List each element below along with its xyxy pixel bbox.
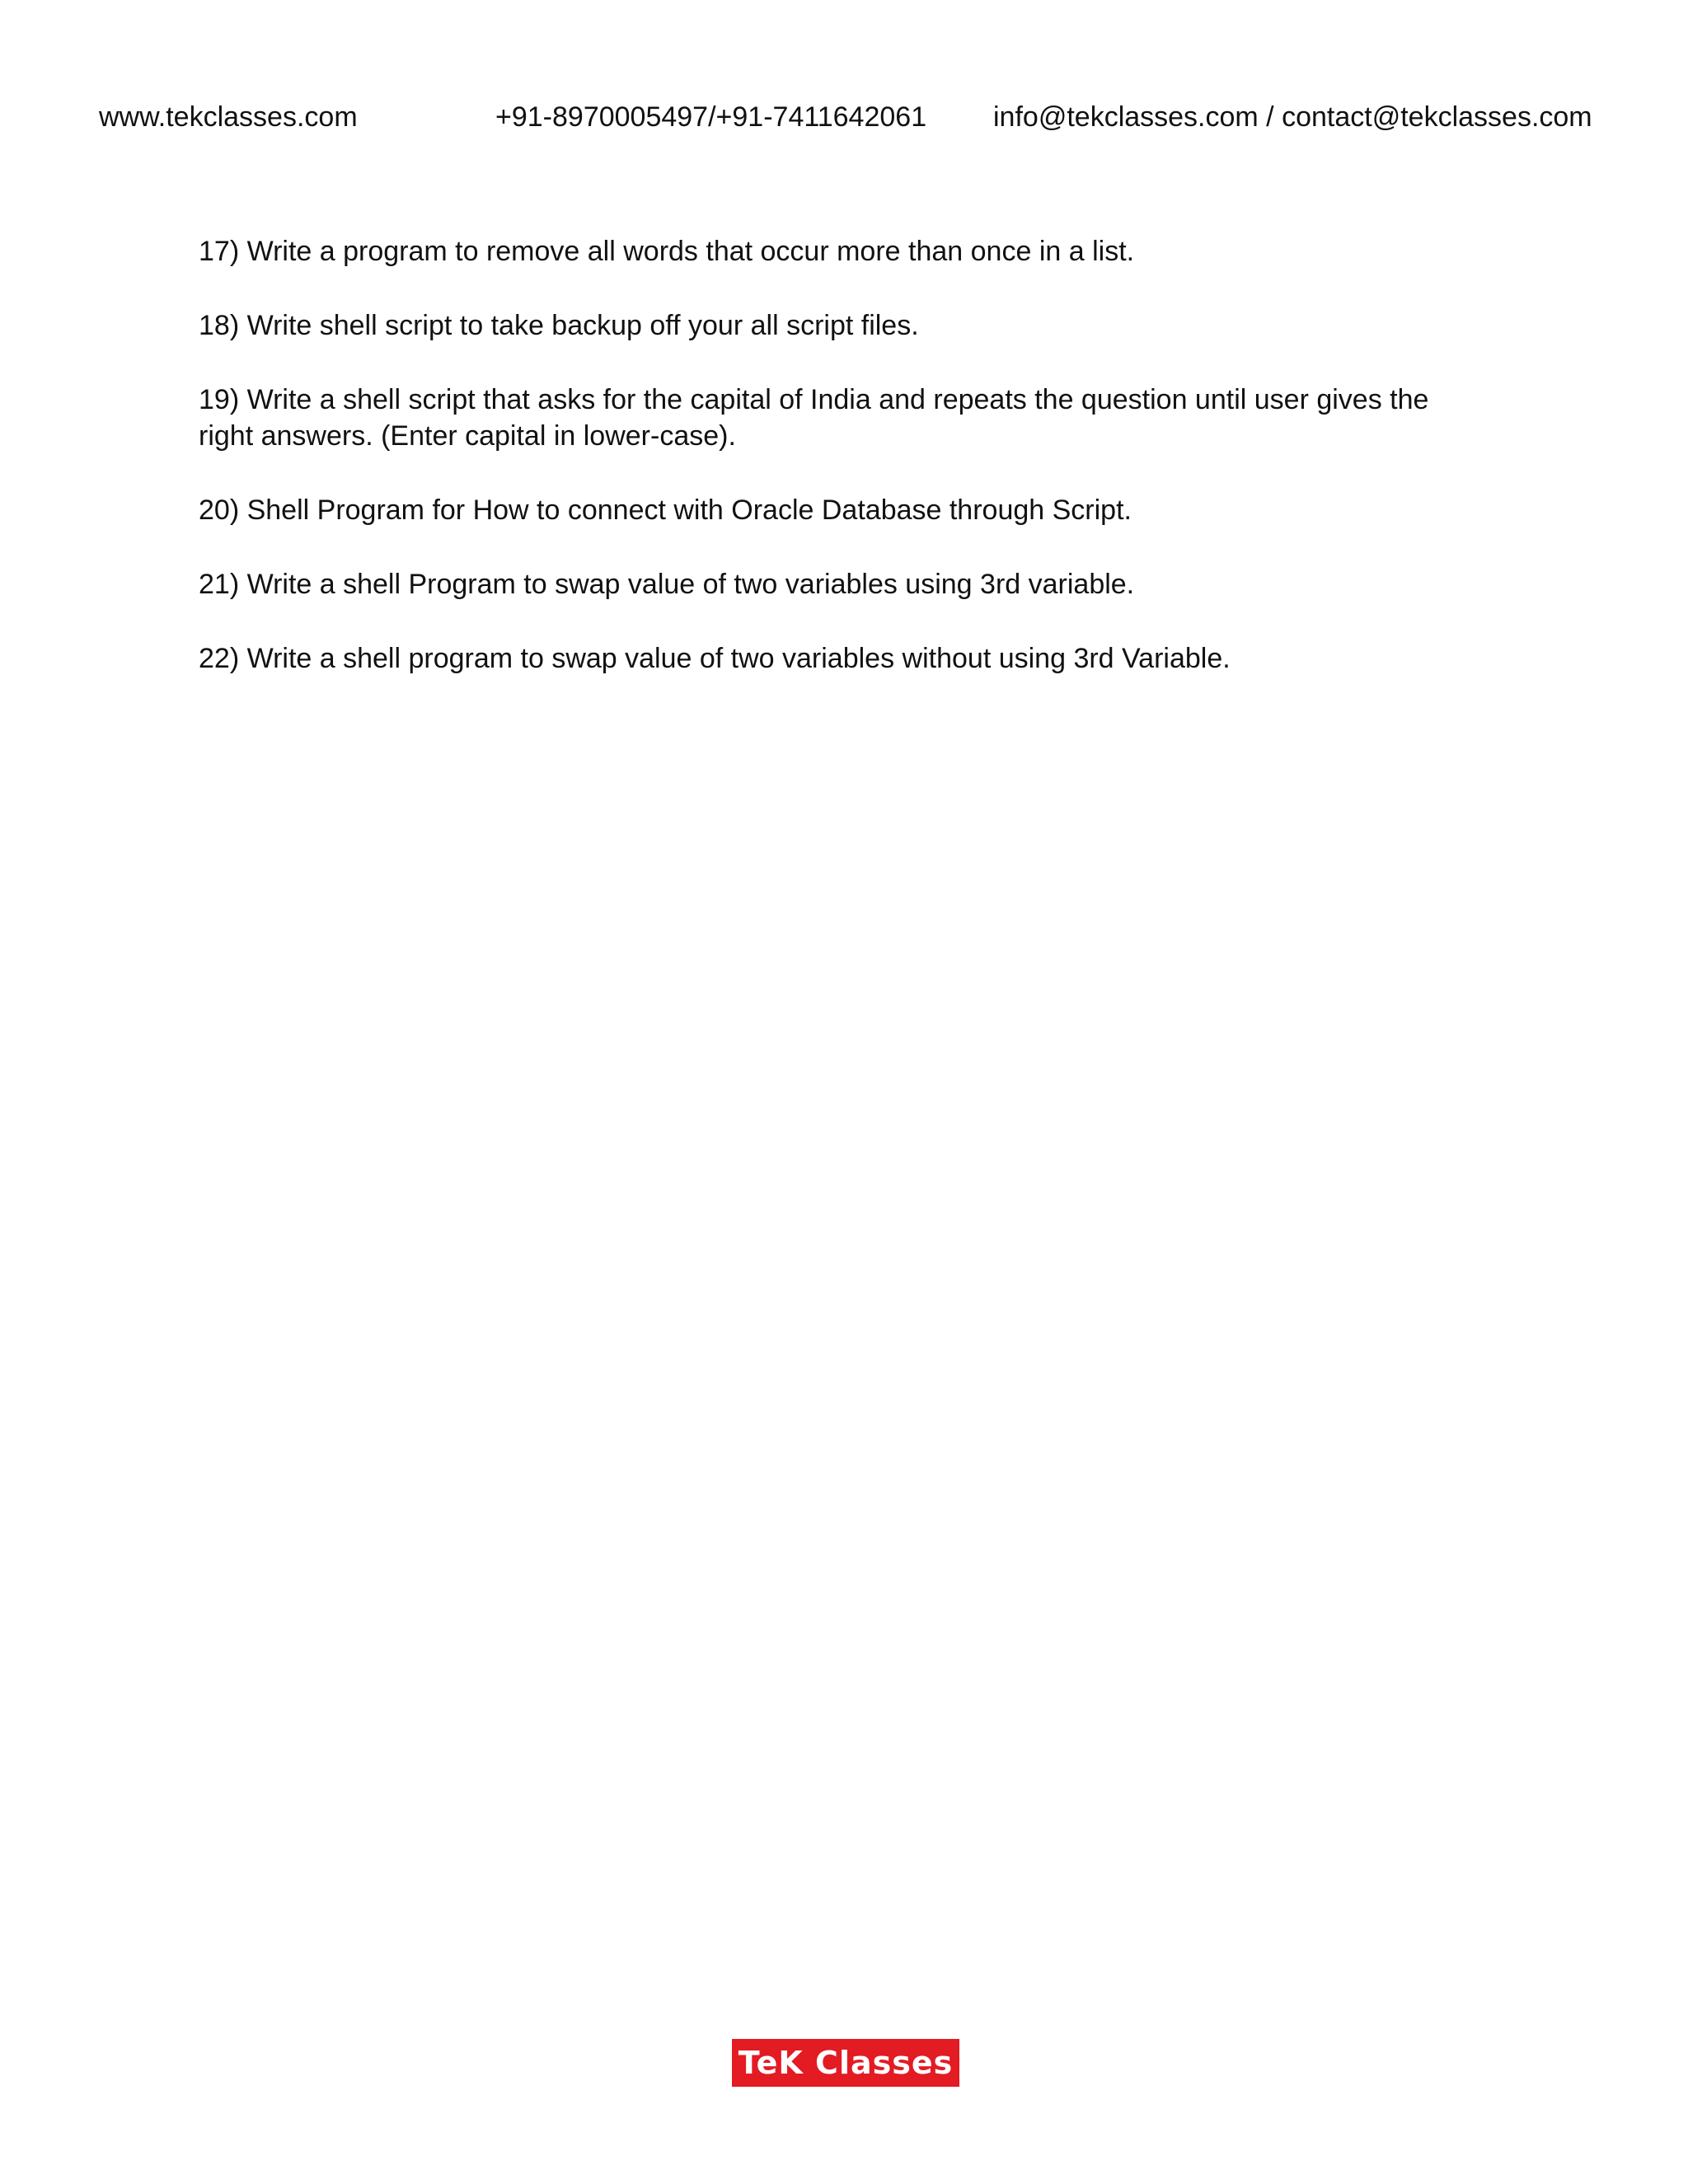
question-item: 21) Write a shell Program to swap value of two variables using 3rd variable. — [199, 569, 1135, 600]
tek-classes-logo: TeK Classes — [732, 2039, 959, 2087]
header-email: info@tekclasses.com / contact@tekclasses.com — [993, 101, 1592, 133]
page-header — [0, 97, 1688, 137]
question-item: 19) Write a shell script that asks for the capital of India and repeats the question until user gives the right answers. (Enter capital in lower-case). — [199, 384, 1429, 452]
question-list — [199, 233, 1484, 715]
header-website: www.tekclasses.com — [99, 101, 358, 133]
question-item: 17) Write a program to remove all words that occur more than once in a list. — [199, 236, 1135, 267]
header-phone: +91-8970005497/+91-7411642061 — [495, 101, 927, 133]
question-item: 18) Write shell script to take backup off your all script files. — [199, 310, 919, 341]
question-item: 20) Shell Program for How to connect with Oracle Database through Script. — [199, 494, 1132, 526]
question-item: 22) Write a shell program to swap value of two variables without using 3rd Variable. — [199, 643, 1231, 674]
